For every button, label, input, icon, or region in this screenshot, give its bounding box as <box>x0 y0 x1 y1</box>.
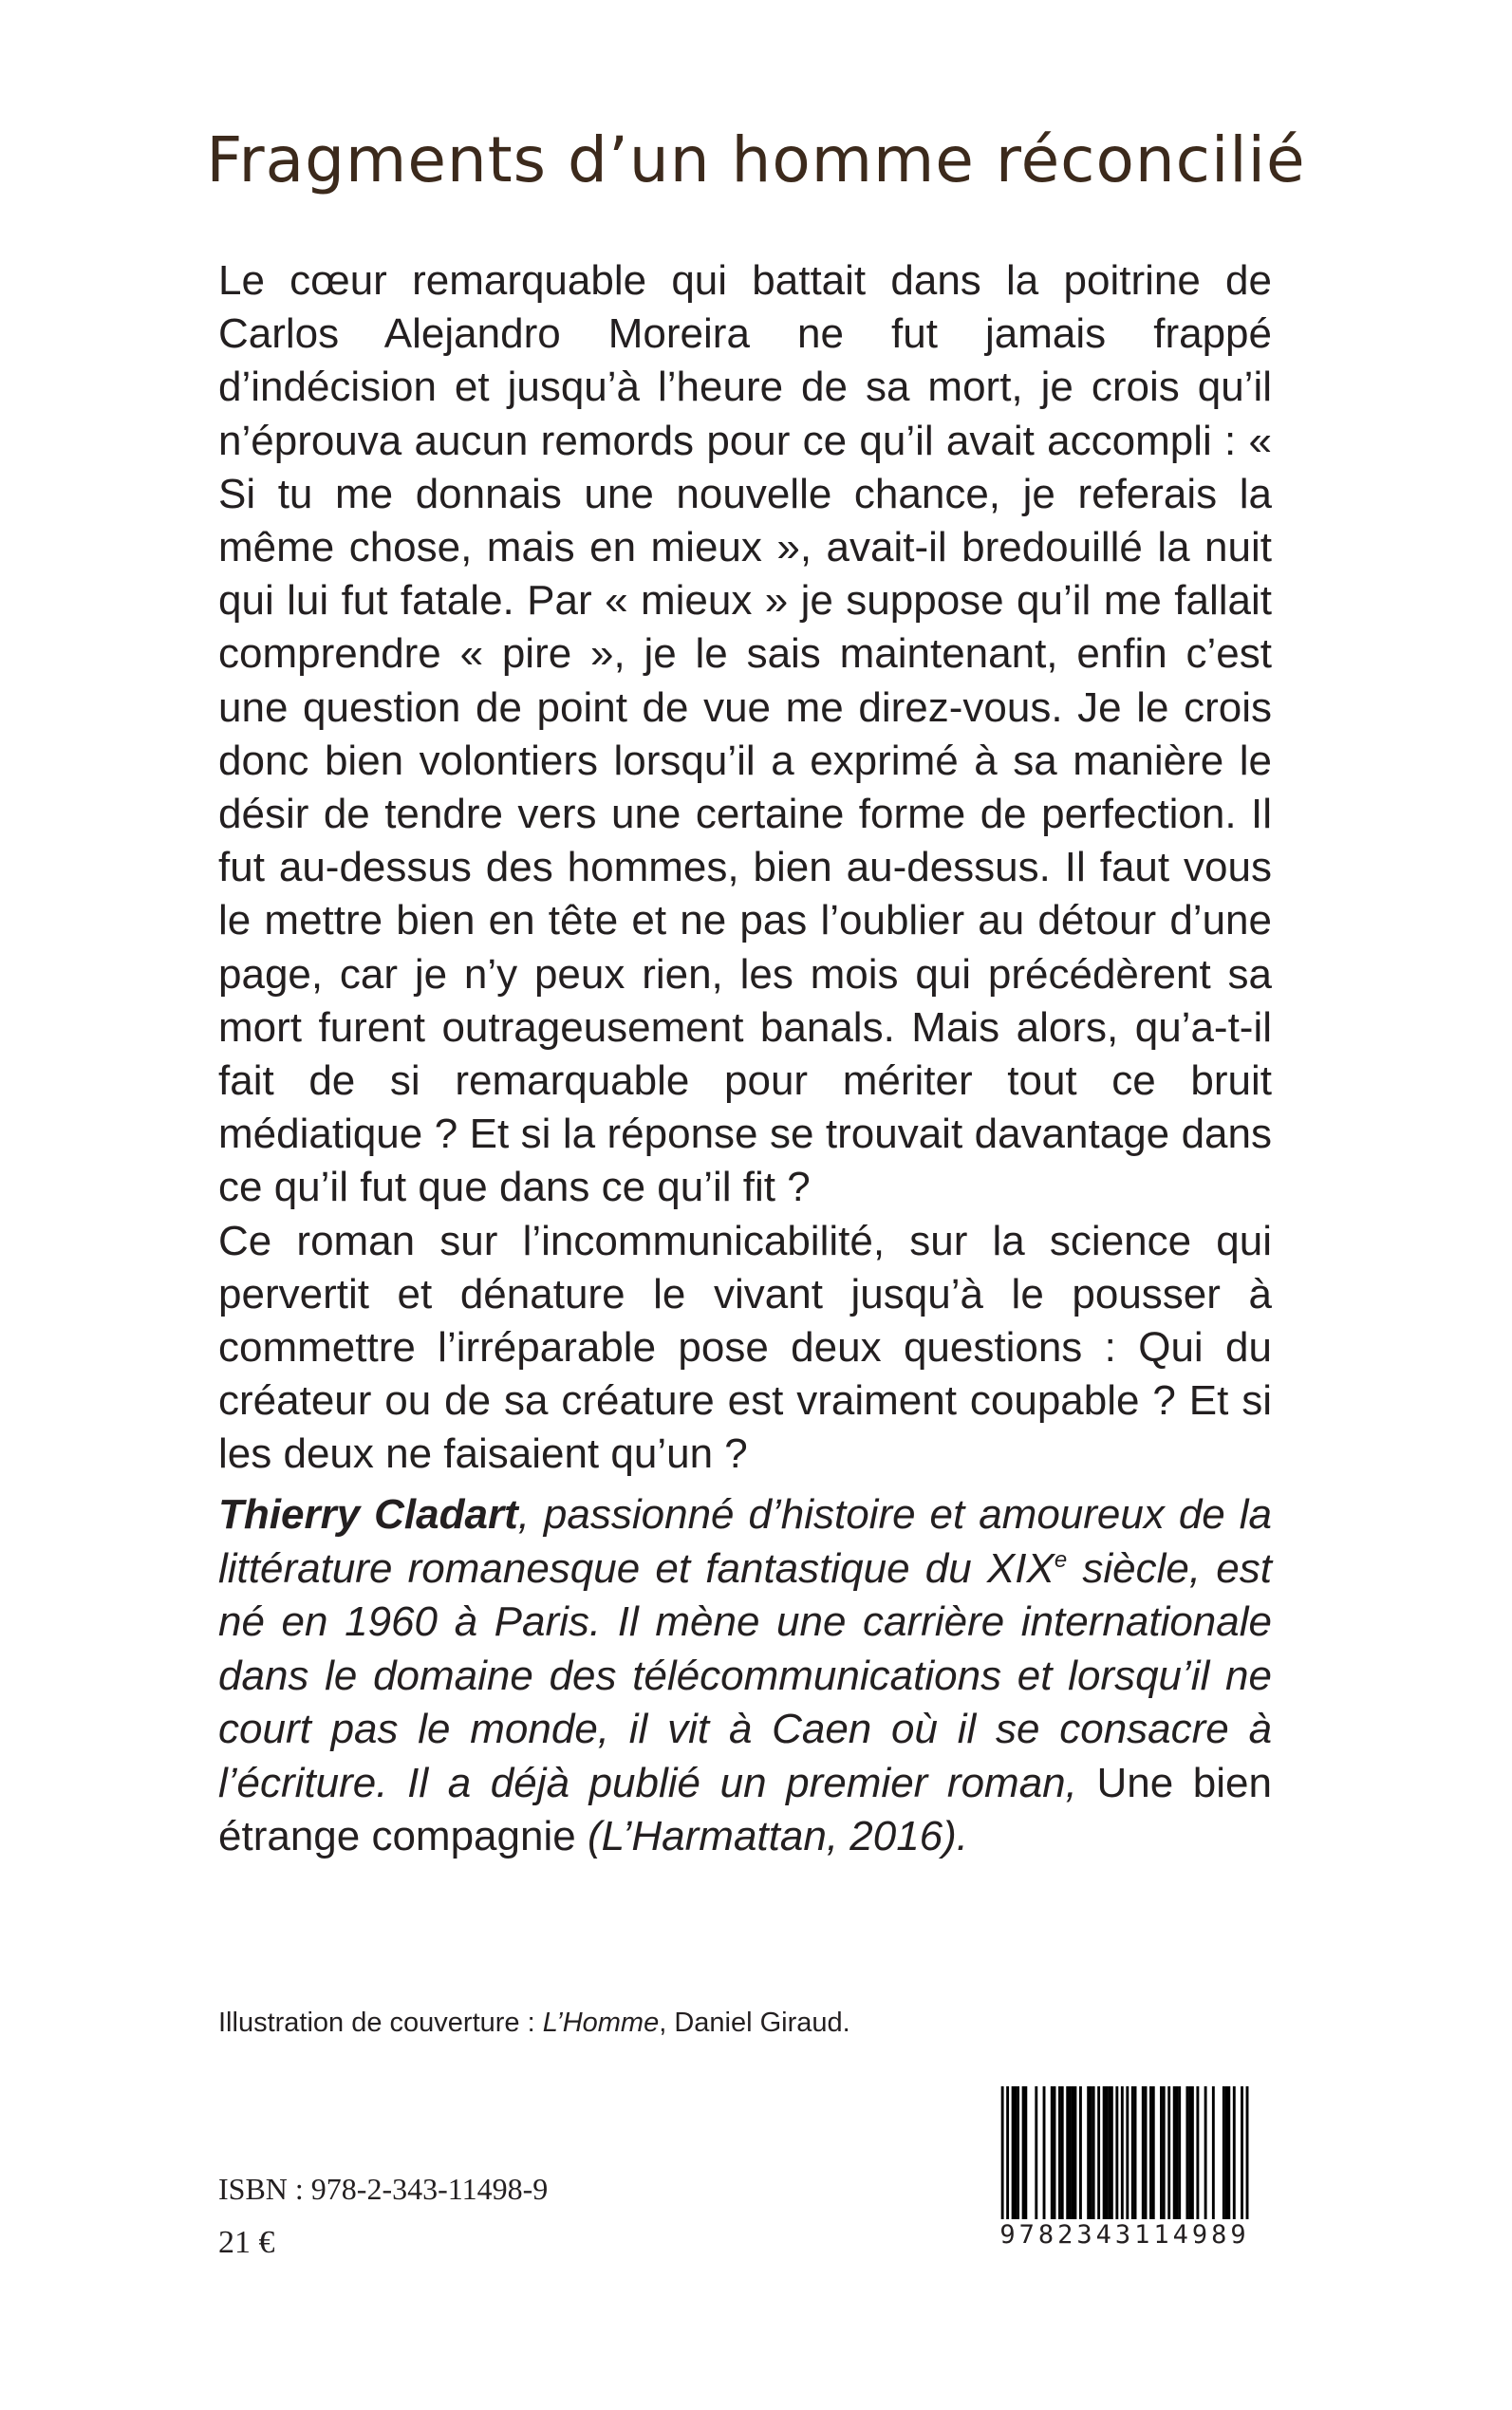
credit-work-title: L’Homme <box>542 2008 660 2038</box>
blurb-paragraph-1: Le cœur remarquable qui battait dans la poitrine de Carlos Alejandro Moreira ne fut jamais frappé d’indécision et jusqu’à l’heure de sa mort, je crois qu’il n’éprouva aucun remords pour ce qu’il avait accompli : « Si tu me donnais une nouvelle chance, je referais la même chose, mais en mieux », avait-il bredouillé la nuit qui lui fut fatale. Par « mieux » je suppose qu’il me fallait comprendre « pire », je le sais maintenant, enfin c’est une question de point de vue me direz-vous. Je le crois donc bien volontiers lorsqu’il a exprimé à sa manière le désir de tendre vers une certaine forme de perfection. Il fut au-dessus des hommes, bien au-dessus. Il faut vous le mettre bien en tête et ne pas l’oublier au détour d’une page, car je n’y peux rien, les mois qui précédèrent sa mort furent outrageusement banals. Mais alors, qu’a-t-il fait de si remarquable pour mériter tout ce bruit médiatique ? Et si la réponse se trouvait davantage dans ce qu’il fut que dans ce qu’il fit ? <box>218 257 1272 1211</box>
barcode-bar <box>1022 2086 1025 2219</box>
barcode-bar <box>1012 2086 1015 2219</box>
author-name: Thierry Cladart <box>218 1491 518 1538</box>
barcode-bar <box>1097 2086 1100 2219</box>
barcode-bar <box>1074 2086 1077 2219</box>
bio-text-1: , passionné d’histoire et amoureux de la littérature romanesque et fantastique du XIX <box>218 1491 1272 1592</box>
barcode-bar <box>1111 2086 1113 2219</box>
isbn: ISBN : 978-2-343-11498-9 <box>218 2172 549 2206</box>
barcode-bar <box>1058 2086 1061 2219</box>
barcode-bar <box>1163 2086 1166 2219</box>
barcode-bar <box>1069 2086 1072 2219</box>
barcode-bars <box>978 2086 1272 2284</box>
price: 21 € <box>218 2225 275 2260</box>
barcode-bar <box>1105 2086 1108 2219</box>
barcode <box>978 2086 1272 2284</box>
barcode-bar <box>1227 2086 1230 2219</box>
barcode-bar <box>1121 2086 1124 2229</box>
barcode-bar <box>1142 2086 1145 2219</box>
barcode-bar <box>1066 2086 1069 2219</box>
author-bio-paragraph <box>218 1488 1272 1864</box>
credit-artist: , Daniel Giraud. <box>659 2008 850 2038</box>
barcode-bar <box>1167 2086 1170 2219</box>
barcode-bar <box>1246 2086 1249 2229</box>
barcode-bar <box>1196 2086 1199 2219</box>
barcode-digits: 9782343114989 <box>978 2219 1272 2251</box>
barcode-bar <box>1103 2086 1106 2219</box>
barcode-bar <box>1072 2086 1074 2219</box>
barcode-bar <box>1185 2086 1188 2219</box>
barcode-bar <box>1173 2086 1176 2219</box>
barcode-bar <box>1160 2086 1163 2219</box>
barcode-bar <box>1241 2086 1243 2229</box>
barcode-bar <box>1090 2086 1092 2219</box>
cover-credit <box>218 2008 850 2039</box>
credit-label: Illustration de couverture : <box>218 2008 543 2038</box>
barcode-bar <box>1014 2086 1017 2219</box>
barcode-bar <box>1115 2086 1118 2219</box>
bio-text-2: siècle, est né en 1960 à Paris. Il mène une carrière internationale dans le domaine des télécommunications et lorsqu’il ne court pas le monde, il vit à Caen où il se consacre à l’écriture. Il a déjà publié un premier roman, <box>218 1544 1272 1806</box>
blurb <box>218 254 1272 1482</box>
barcode-bar <box>1087 2086 1090 2219</box>
barcode-bar <box>1204 2086 1207 2219</box>
barcode-bar <box>1108 2086 1111 2219</box>
barcode-bar <box>1178 2086 1181 2219</box>
barcode-bar <box>1223 2086 1225 2219</box>
barcode-bar <box>1017 2086 1019 2219</box>
barcode-bar <box>1035 2086 1037 2219</box>
barcode-bar <box>1176 2086 1179 2219</box>
bio-text-3: (L’Harmattan, 2016). <box>587 1813 969 1859</box>
barcode-bar <box>1061 2086 1064 2219</box>
book-title: Fragments d’un homme réconcilié <box>206 123 1306 196</box>
barcode-bar <box>1006 2086 1009 2229</box>
barcode-bar <box>1054 2086 1056 2219</box>
barcode-bar <box>1092 2086 1095 2219</box>
barcode-bar <box>1149 2086 1152 2219</box>
barcode-bar <box>1145 2086 1148 2219</box>
barcode-bar <box>1152 2086 1155 2219</box>
barcode-bar <box>1024 2086 1027 2219</box>
author-bio <box>218 1488 1272 1864</box>
barcode-bar <box>1051 2086 1054 2219</box>
barcode-bar <box>1079 2086 1082 2219</box>
barcode-bar <box>1001 2086 1004 2229</box>
barcode-bar <box>1188 2086 1191 2219</box>
barcode-bar <box>1225 2086 1228 2219</box>
barcode-bar <box>1043 2086 1046 2219</box>
barcode-bar <box>1212 2086 1215 2219</box>
century-superscript: e <box>1054 1546 1068 1573</box>
barcode-bar <box>1233 2086 1236 2219</box>
blurb-paragraph-2: Ce roman sur l’incommunicabilité, sur la science qui pervertit et dénature le vivant jusqu’à le pousser à commettre l’irréparable pose deux questions : Qui du créateur ou de sa créature est vraiment coupable ? Et si les deux ne faisaient qu’un ? <box>218 1217 1272 1478</box>
barcode-bar <box>1131 2086 1134 2219</box>
barcode-bar <box>1126 2086 1129 2229</box>
barcode-bar <box>1134 2086 1137 2219</box>
previous-book-title: Une bien étrange compagnie <box>218 1759 1272 1859</box>
barcode-bar <box>1191 2086 1194 2219</box>
